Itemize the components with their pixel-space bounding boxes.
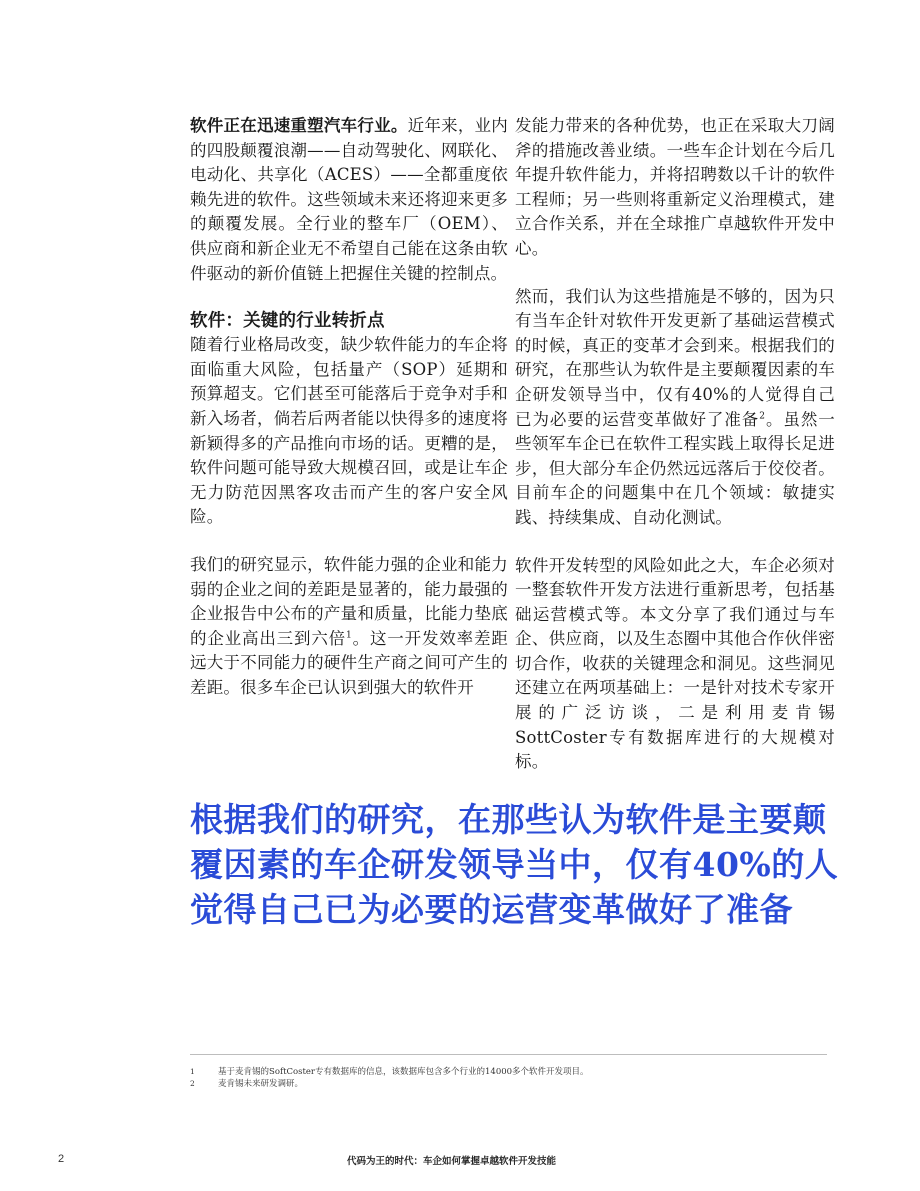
continuation-paragraph: 发能力带来的各种优势，也正在采取大刀阔斧的措施改善业绩。一些车企计划在今后几年提升软件能力，并将招聘数以千计的软件工程师；另一些则将重新定义治理模式，建立合作关系，并在全球推广卓越软件开发中心。 [515, 116, 835, 258]
footnote-item [190, 1066, 830, 1078]
left-column [190, 114, 508, 723]
footnotes [190, 1066, 830, 1090]
running-title: 代码为王的时代：车企如何掌握卓越软件开发技能 [347, 1156, 557, 1167]
page-number: 2 [58, 1153, 65, 1165]
operating-model-text-end: 。虽然一些领军车企已在软件工程实践上取得长足进步，但大部分车企仍然远远落后于佼佼者。目前车企的问题集中在几个领域：敏捷实践、持续集成、自动化测试。 [515, 409, 835, 527]
operating-model-text-start: 然而，我们认为这些措施是不够的，因为只有当车企针对软件开发更新了基础运营模式的时候，真正的变革才会到来。根据我们的研究，在那些认为软件是主要颠覆因素的车企研发领导当中，仅有40%的人觉得自己已为必要的运营变革做好了准备 [515, 286, 835, 429]
footnote-ref-1: 1 [346, 630, 352, 641]
operating-model-paragraph [515, 285, 835, 531]
section-heading: 软件：关键的行业转折点 [190, 311, 385, 332]
footnote-divider [190, 1054, 827, 1055]
footnote-number: 1 [190, 1067, 195, 1076]
risk-paragraph: 随着行业格局改变，缺少软件能力的车企将面临重大风险，包括量产（SOP）延期和预算超支。它们甚至可能落后于竞争对手和新入场者，倘若后两者能以快得多的速度将新颖得多的产品推向市场的话。更糟的是，软件问题可能导致大规模召回，或是让车企无力防范因黑客攻击而产生的客户安全风险。 [190, 335, 508, 527]
footnote-text: 麦肯锡未来研发调研。 [218, 1079, 304, 1089]
footnote-text: 基于麦肯锡的SoftCoster专有数据库的信息，该数据库包含多个行业的14000多个软件开发项目。 [218, 1067, 589, 1077]
pull-quote: 根据我们的研究，在那些认为软件是主要颠覆因素的车企研发领导当中，仅有40%的人觉得自己已为必要的运营变革做好了准备 [190, 800, 839, 929]
footnote-ref-2: 2 [759, 411, 766, 422]
research-paragraph [190, 553, 508, 701]
research-text-end: 。这一开发效率差距远大于不同能力的硬件生产商之间可产生的差距。很多车企已认识到强大的软件开 [190, 628, 508, 697]
footnote-item [190, 1078, 830, 1090]
transformation-paragraph: 软件开发转型的风险如此之大，车企必须对一整套软件开发方法进行重新思考，包括基础运营模式等。本文分享了我们通过与车企、供应商，以及生态圈中其他合作伙伴密切合作，收获的关键理念和洞见。这些洞见还建立在两项基础上：一是针对技术专家开展的广泛访谈，二是利用麦肯锡SottCoster专有数据库进行的大规模对标。 [515, 555, 835, 772]
footnote-number: 2 [190, 1079, 195, 1088]
research-text-start: 我们的研究显示，软件能力强的企业和能力弱的企业之间的差距是显著的，能力最强的企业报告中公布的产量和质量，比能力垫底的企业高出三到六倍 [190, 554, 508, 648]
right-column [515, 114, 835, 798]
intro-lead-sentence: 软件正在迅速重塑汽车行业。 [190, 116, 408, 135]
intro-paragraph [190, 114, 508, 286]
intro-body-text: 近年来，业内的四股颠覆浪潮——自动驾驶化、网联化、电动化、共享化（ACES）——全都重度依赖先进的软件。这些领域未来还将迎来更多的颠覆发展。全行业的整车厂（OEM）、供应商和新企业无不希望自己能在这条由软件驱动的新价值链上把握住关键的控制点。 [190, 116, 509, 283]
